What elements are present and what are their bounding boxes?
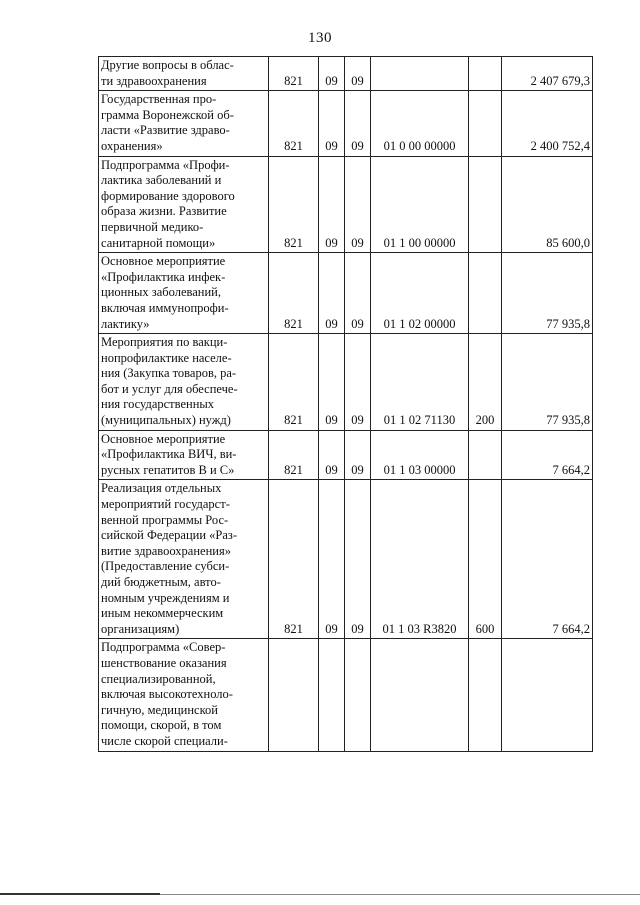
cell-expense-type (469, 430, 502, 480)
name-line: организациям) (101, 621, 180, 636)
name-line: ти здравоохранения (101, 73, 207, 88)
name-line: лактика заболеваний и (101, 173, 222, 188)
cell-section: 09 (319, 156, 345, 253)
cell-expense-type (469, 91, 502, 156)
name-line: формирование здорового (101, 188, 235, 203)
name-line: номным учреждениям и (101, 590, 230, 605)
cell-section (319, 639, 345, 751)
name-line: «Профилактика ВИЧ, ви- (101, 447, 237, 462)
cell-subsection: 09 (345, 91, 371, 156)
name-line: сийской Федерации «Раз- (101, 528, 237, 543)
page-number: 130 (308, 30, 332, 46)
name-line: охранения» (101, 138, 163, 153)
name-line: дий бюджетным, авто- (101, 575, 221, 589)
table-row (99, 639, 593, 751)
table-row (99, 156, 593, 253)
cell-grbs: 821 (269, 57, 319, 91)
table-row (99, 57, 593, 91)
cell-amount: 7 664,2 (502, 480, 593, 639)
cell-name (99, 639, 269, 751)
cell-expense-type (469, 156, 502, 253)
name-line: иным некоммерческим (101, 606, 224, 621)
cell-amount: 77 935,8 (502, 334, 593, 431)
cell-name (99, 57, 269, 91)
cell-expense-type: 200 (469, 334, 502, 431)
name-line: (муниципальных) нужд) (101, 413, 231, 428)
table-row (99, 480, 593, 639)
cell-amount: 77 935,8 (502, 253, 593, 334)
name-line: грамма Воронежской об- (101, 107, 234, 122)
name-line: числе скорой специали- (101, 733, 228, 748)
table-row (99, 430, 593, 480)
name-line: включая высокотехноло- (101, 687, 233, 702)
name-line: витие здравоохранения» (101, 543, 231, 558)
name-line: Основное мероприятие (101, 254, 226, 269)
name-line: лактику» (101, 316, 150, 331)
cell-subsection: 09 (345, 430, 371, 480)
cell-target-article: 01 1 02 71130 (371, 334, 469, 431)
name-line: ния (Закупка товаров, ра- (101, 366, 237, 381)
cell-name (99, 253, 269, 334)
cell-name (99, 430, 269, 480)
cell-section: 09 (319, 480, 345, 639)
cell-section: 09 (319, 253, 345, 334)
table-row (99, 253, 593, 334)
cell-name (99, 91, 269, 156)
cell-subsection: 09 (345, 334, 371, 431)
cell-subsection: 09 (345, 253, 371, 334)
name-line: включая иммунопрофи- (101, 300, 229, 315)
name-line: Другие вопросы в облас- (101, 58, 234, 72)
name-line: шенствование оказания (101, 655, 227, 670)
cell-expense-type (469, 253, 502, 334)
name-line: нопрофилактике населе- (101, 350, 232, 365)
cell-section: 09 (319, 91, 345, 156)
cell-amount: 2 407 679,3 (502, 57, 593, 91)
name-line: русных гепатитов В и С» (101, 462, 235, 477)
name-line: ционных заболеваний, (101, 285, 221, 300)
name-line: бот и услуг для обеспече- (101, 381, 238, 396)
cell-target-article (371, 57, 469, 91)
name-line: (Предоставление субси- (101, 559, 230, 574)
cell-section: 09 (319, 334, 345, 431)
cell-name (99, 156, 269, 253)
cell-expense-type (469, 57, 502, 91)
name-line: мероприятий государст- (101, 497, 230, 512)
cell-amount: 7 664,2 (502, 430, 593, 480)
cell-amount: 85 600,0 (502, 156, 593, 253)
cell-target-article: 01 1 02 00000 (371, 253, 469, 334)
cell-grbs: 821 (269, 334, 319, 431)
name-line: венной программы Рос- (101, 512, 229, 527)
table-row (99, 334, 593, 431)
cell-target-article (371, 639, 469, 751)
cell-grbs: 821 (269, 480, 319, 639)
cell-subsection: 09 (345, 156, 371, 253)
table-row (99, 91, 593, 156)
cell-amount (502, 639, 593, 751)
cell-grbs: 821 (269, 156, 319, 253)
name-line: образа жизни. Развитие (101, 204, 227, 219)
cell-subsection (345, 639, 371, 751)
name-line: «Профилактика инфек- (101, 269, 226, 284)
cell-subsection: 09 (345, 480, 371, 639)
cell-expense-type (469, 639, 502, 751)
cell-section: 09 (319, 57, 345, 91)
name-line: помощи, скорой, в том (101, 718, 222, 733)
cell-target-article: 01 1 03 00000 (371, 430, 469, 480)
name-line: первичной медико- (101, 219, 204, 234)
cell-name (99, 334, 269, 431)
name-line: Мероприятия по вакци- (101, 335, 228, 350)
cell-section: 09 (319, 430, 345, 480)
cell-target-article: 01 1 03 R3820 (371, 480, 469, 639)
budget-table (98, 56, 593, 752)
cell-grbs: 821 (269, 253, 319, 334)
cell-name (99, 480, 269, 639)
budget-table-body (99, 57, 593, 752)
cell-grbs (269, 639, 319, 751)
name-line: Подпрограмма «Профи- (101, 157, 230, 172)
name-line: Подпрограмма «Совер- (101, 640, 226, 655)
footer-rule-accent (0, 893, 160, 895)
name-line: специализированной, (101, 671, 216, 686)
cell-target-article: 01 0 00 00000 (371, 91, 469, 156)
cell-amount: 2 400 752,4 (502, 91, 593, 156)
name-line: санитарной помощи» (101, 235, 216, 250)
cell-grbs: 821 (269, 91, 319, 156)
cell-expense-type: 600 (469, 480, 502, 639)
name-line: ния государственных (101, 397, 215, 412)
name-line: Государственная про- (101, 92, 217, 107)
cell-grbs: 821 (269, 430, 319, 480)
cell-subsection: 09 (345, 57, 371, 91)
cell-target-article: 01 1 00 00000 (371, 156, 469, 253)
name-line: гичную, медицинской (101, 702, 218, 717)
name-line: Реализация отдельных (101, 481, 222, 496)
name-line: ласти «Развитие здраво- (101, 123, 230, 138)
name-line: Основное мероприятие (101, 431, 226, 446)
